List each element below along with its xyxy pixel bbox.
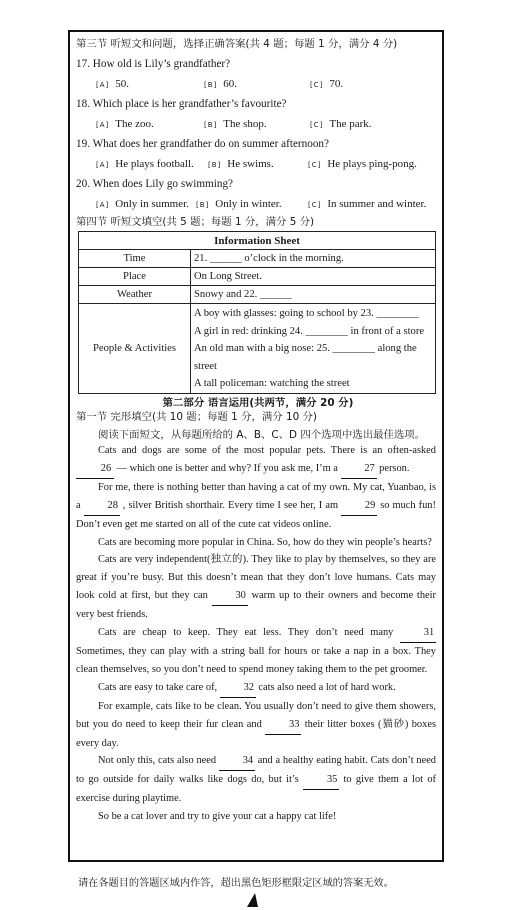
blank-32[interactable]: 32 <box>220 679 256 698</box>
people-activities <box>191 304 436 394</box>
paragraph-2: For me, there is nothing better than having a cat of my own. My cat, Yuanbao, is a 28 , silver British shorthair. Every time I see her, I am 29 so much fun! Don’t even get me started on all of the cute cat videos online. <box>76 481 436 530</box>
place-label: Place <box>79 268 191 286</box>
triangle-mark-icon <box>247 893 258 907</box>
information-sheet-table <box>78 231 436 394</box>
place-value: On Long Street. <box>191 268 436 286</box>
people-item: street <box>194 360 217 372</box>
part2-title: 第二部分 语言运用(共两节，满分 20 分) <box>162 397 354 409</box>
q19-option-a[interactable]: [A] He plays football. <box>96 158 194 170</box>
time-label: Time <box>79 250 191 268</box>
blank-30[interactable]: 30 <box>212 587 248 606</box>
paragraph-4: Cats are very independent(独立的). They like to play by themselves, so they are great if you’re busy. But this doesn’t mean that they don’t love humans. Cats may look cold at first, but they can 30 warm up to their owners and become their very best friends. <box>76 554 436 621</box>
blank-31[interactable]: 31 <box>400 624 436 643</box>
blank-33[interactable]: 33 <box>265 716 301 735</box>
cloze-instruction: 阅读下面短文，从每题所给的 A、B、C、D 四个选项中选出最佳选项。 <box>98 429 426 441</box>
paragraph-3: Cats are becoming more popular in China. So, how do they win people’s hearts? <box>98 536 432 548</box>
blank-27[interactable]: 27 <box>341 460 377 479</box>
blank-28[interactable]: 28 <box>84 497 120 516</box>
blank-35[interactable]: 35 <box>303 771 339 790</box>
question-19: 19. What does her grandfather do on summer afternoon? <box>76 138 329 150</box>
cloze-header: 第一节 完形填空(共 10 题；每题 1 分，满分 10 分) <box>76 411 317 423</box>
q17-option-b[interactable]: [B] 60. <box>204 78 238 90</box>
section3-header: 第三节 听短文和问题，选择正确答案(共 4 题；每题 1 分，满分 4 分) <box>76 38 398 50</box>
question-17: 17. How old is Lily’s grandfather? <box>76 58 231 70</box>
q20-option-b[interactable]: [B] Only in winter. <box>196 198 282 210</box>
paragraph-1: Cats and dogs are some of the most popular pets. There is an often-asked 26 — which one is better and why? If you ask me, I’m a 27 person. <box>76 442 436 479</box>
q18-option-c[interactable]: [C] The park. <box>310 118 372 130</box>
blank-26[interactable]: 26 <box>76 460 114 479</box>
paragraph-6: Cats are easy to take care of, 32 cats also need a lot of hard work. <box>76 679 436 698</box>
paragraph-9: So be a cat lover and try to give your cat a happy cat life! <box>98 811 337 823</box>
info-sheet-title: Information Sheet <box>79 232 436 250</box>
cloze-passage <box>76 442 436 826</box>
time-value[interactable]: 21. ______ o’clock in the morning. <box>191 250 436 268</box>
blank-29[interactable]: 29 <box>341 497 377 516</box>
q18-option-b[interactable]: [B] The shop. <box>204 118 267 130</box>
q17-option-c[interactable]: [C] 70. <box>310 78 344 90</box>
question-20: 20. When does Lily go swimming? <box>76 178 234 190</box>
weather-label: Weather <box>79 286 191 304</box>
q20-option-a[interactable]: [A] Only in summer. <box>96 198 189 210</box>
q19-option-c[interactable]: [C] He plays ping-pong. <box>308 158 417 170</box>
people-item[interactable]: A girl in red: drinking 24. ________ in front of a store <box>194 325 425 337</box>
people-item: A tall policeman: watching the street <box>194 378 350 389</box>
question-18: 18. Which place is her grandfather’s favourite? <box>76 98 287 110</box>
people-label: People & Activities <box>79 304 191 394</box>
weather-value[interactable]: Snowy and 22. ______ <box>191 286 436 304</box>
answer-area-notice: 请在各题目的答题区域内作答，超出黑色矩形框限定区域的答案无效。 <box>78 878 394 889</box>
people-item[interactable]: A boy with glasses: going to school by 23. ________ <box>194 308 419 319</box>
q19-option-b[interactable]: [B] He swims. <box>208 158 274 170</box>
q20-option-c[interactable]: [C] In summer and winter. <box>308 198 427 210</box>
paragraph-7: For example, cats like to be clean. You usually don’t need to give them showers, but you do need to keep their fur clean and 33 their litter boxes (猫砂) boxes every day. <box>76 700 436 749</box>
blank-34[interactable]: 34 <box>219 752 255 771</box>
section4-header: 第四节 听短文填空(共 5 题；每题 1 分，满分 5 分) <box>76 216 315 228</box>
people-item[interactable]: An old man with a big nose: 25. ________ along the <box>194 343 417 354</box>
q18-option-a[interactable]: [A] The zoo. <box>96 118 154 130</box>
paragraph-5: Cats are cheap to keep. They eat less. They don’t need many 31 Sometimes, they can play with a string ball for hours or take a nap in a box. They clean themselves, so you don’t need to spend money taking them to the pet groomer. <box>76 624 436 679</box>
q17-option-a[interactable]: [A] 50. <box>96 78 130 90</box>
paragraph-8: Not only this, cats also need 34 and a healthy eating habit. Cats don’t need to go outside for daily walks like dogs do, but it’s 35 to give them a lot of exercise during playtime. <box>76 752 436 808</box>
